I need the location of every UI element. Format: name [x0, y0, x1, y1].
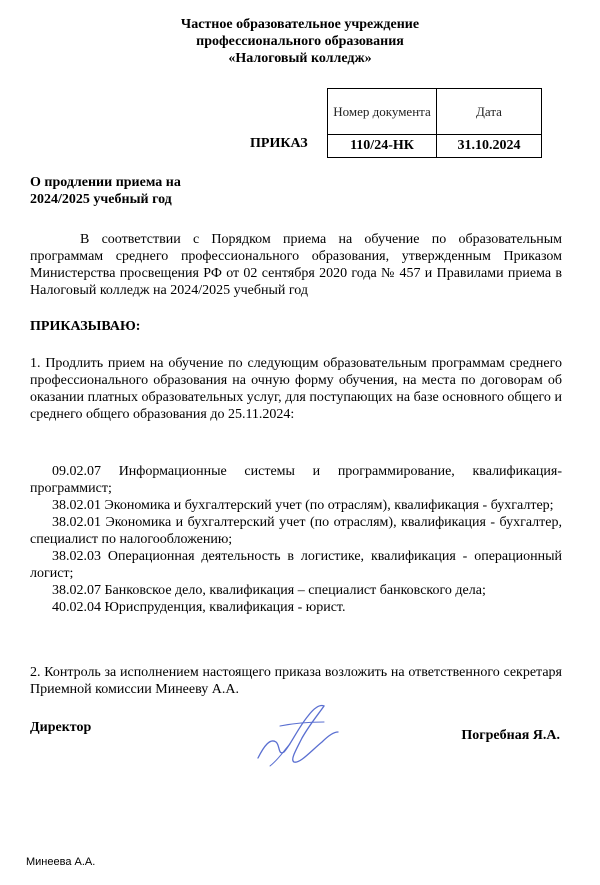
program-item: 38.02.01 Экономика и бухгалтерский учет (по отраслям), квалификация - бухгалтер;	[52, 498, 554, 513]
date-header: Дата	[437, 89, 542, 135]
decree-word: ПРИКАЗЫВАЮ:	[30, 319, 141, 334]
header-line-2: профессионального образования	[196, 34, 404, 49]
signatory-name: Погребная Я.А.	[461, 728, 560, 743]
doc-number-value: 110/24-НК	[328, 135, 437, 158]
subject-line-2: 2024/2025 учебный год	[30, 192, 172, 207]
program-item: 40.02.04 Юриспруденция, квалификация - юрист.	[52, 600, 346, 615]
programs-list	[30, 463, 562, 616]
document-info-table	[327, 88, 542, 158]
signatory-title: Директор	[30, 720, 92, 735]
header-line-3: «Налоговый колледж»	[228, 51, 372, 66]
program-item: 38.02.03 Операционная деятельность в логистике, квалификация - операционный логист;	[30, 549, 562, 581]
handwritten-signature	[250, 698, 342, 770]
preamble-paragraph: В соответствии с Порядком приема на обучение по образовательным программам среднего профессионального образования, утвержденным Приказом Министерства просвещения РФ от 02 сентября 2020 года № 457 и Правилами приема в Налоговый колледж на 2024/2025 учебный год	[30, 232, 562, 298]
item-2-paragraph: 2. Контроль за исполнением настоящего приказа возложить на ответственного секретаря Приемной комиссии Минееву А.А.	[30, 665, 562, 697]
item-1-paragraph: 1. Продлить прием на обучение по следующим образовательным программам среднего профессионального образования на очную форму обучения, на места по договорам об оказании платных образовательных услуг, для поступающих на базе основного общего и среднего общего образования до 25.11.2024:	[30, 356, 562, 422]
order-subject	[30, 174, 270, 208]
program-item: 09.02.07 Информационные системы и программирование, квалификация-программист;	[30, 464, 562, 496]
doc-number-header: Номер документа	[328, 89, 437, 135]
executor-name: Минеева А.А.	[26, 856, 96, 868]
program-item: 38.02.01 Экономика и бухгалтерский учет (по отраслям), квалификация - бухгалтер, специалист по налогообложению;	[30, 515, 562, 547]
subject-line-1: О продлении приема на	[30, 175, 181, 190]
program-item: 38.02.07 Банковское дело, квалификация – специалист банковского дела;	[52, 583, 486, 598]
date-value: 31.10.2024	[437, 135, 542, 158]
order-label: ПРИКАЗ	[250, 136, 308, 151]
header-line-1: Частное образовательное учреждение	[180, 17, 420, 32]
organization-header	[0, 16, 600, 67]
